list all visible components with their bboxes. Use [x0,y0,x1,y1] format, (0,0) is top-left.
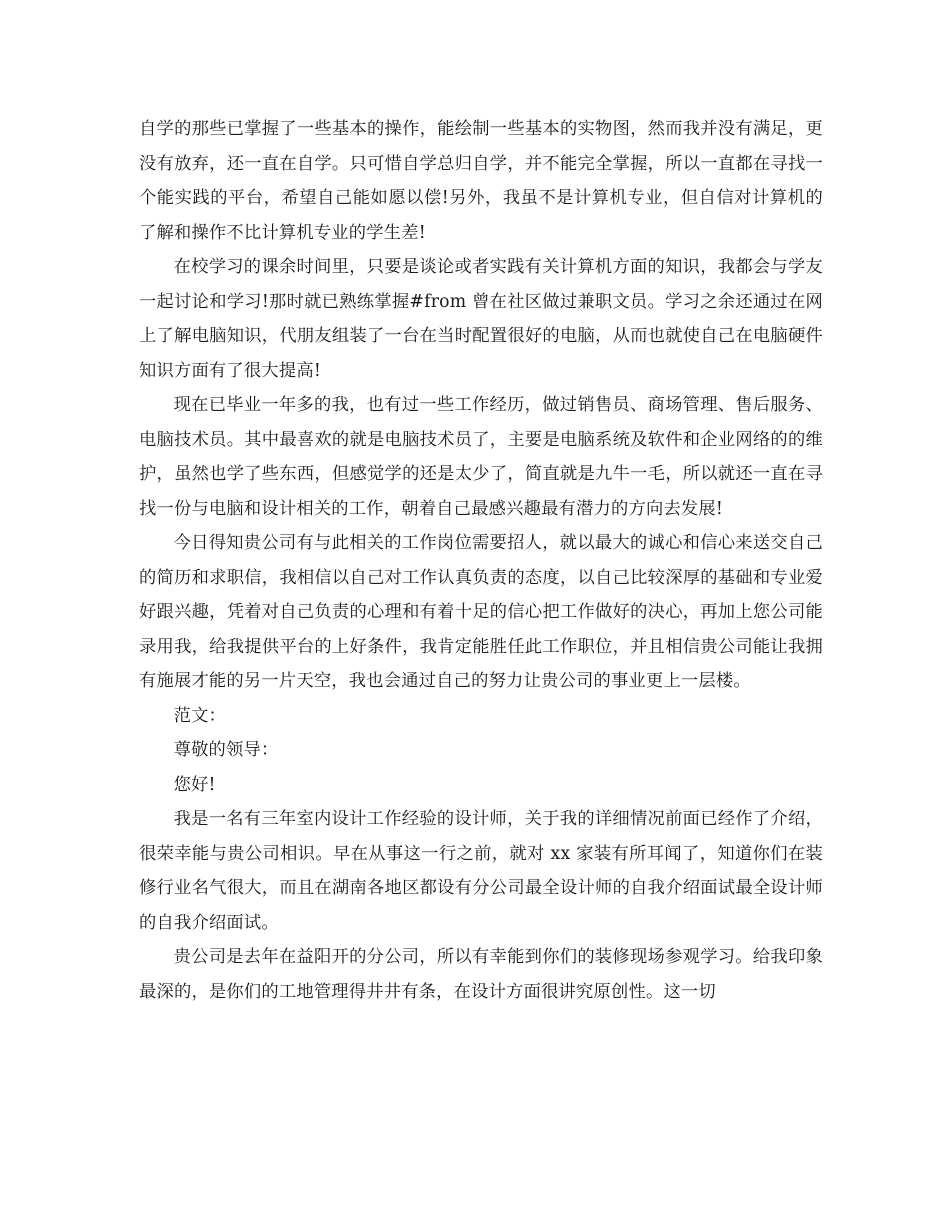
paragraph-3: 现在已毕业一年多的我，也有过一些工作经历，做过销售员、商场管理、售后服务、电脑技术员。其中最喜欢的就是电脑技术员了，主要是电脑系统及软件和企业网络的的维护，虽然也学了些东西，但感觉学的还是太少了，简直就是九牛一毛，所以就还一直在寻找一份与电脑和设计相关的工作，朝着自己最感兴趣最有潜力的方向去发展! [139,395,823,519]
greeting: 您好! [173,774,216,795]
document-body [139,112,823,1009]
salutation: 尊敬的领导： [173,740,279,760]
sample-heading: 范文： [173,705,227,726]
paragraph-6: 贵公司是去年在益阳开的分公司，所以有幸能到你们的装修现场参观学习。给我印象最深的，是你们的工地管理得井井有条，在设计方面很讲究原创性。这一切 [139,947,823,1002]
paragraph-2: 在校学习的课余时间里，只要是谈论或者实践有关计算机方面的知识，我都会与学友一起讨论和学习!那时就已熟练掌握#from 曾在社区做过兼职文员。学习之余还通过在网上了解电脑知识，代朋友组装了一台在当时配置很好的电脑，从而也就使自己在电脑硬件知识方面有了很大提高! [139,257,823,381]
paragraph-4: 今日得知贵公司有与此相关的工作岗位需要招人，就以最大的诚心和信心来送交自己的简历和求职信，我相信以自己对工作认真负责的态度，以自己比较深厚的基础和专业爱好跟兴趣，凭着对自己负责的心理和有着十足的信心把工作做好的决心，再加上您公司能录用我，给我提供平台的上好条件，我肯定能胜任此工作职位，并且相信贵公司能让我拥有施展才能的另一片天空，我也会通过自己的努力让贵公司的事业更上一层楼。 [139,533,823,691]
paragraph-5: 我是一名有三年室内设计工作经验的设计师，关于我的详细情况前面已经作了介绍，很荣幸能与贵公司相识。早在从事这一行之前，就对 xx 家装有所耳闻了，知道你们在装修行业名气很大，而且在湖南各地区都设有分公司最全设计师的自我介绍面试最全设计师的自我介绍面试。 [139,809,823,933]
paragraph-1: 自学的那些已掌握了一些基本的操作，能绘制一些基本的实物图，然而我并没有满足，更没有放弃，还一直在自学。只可惜自学总归自学，并不能完全掌握，所以一直都在寻找一个能实践的平台，希望自己能如愿以偿!另外，我虽不是计算机专业，但自信对计算机的了解和操作不比计算机专业的学生差! [139,119,823,243]
